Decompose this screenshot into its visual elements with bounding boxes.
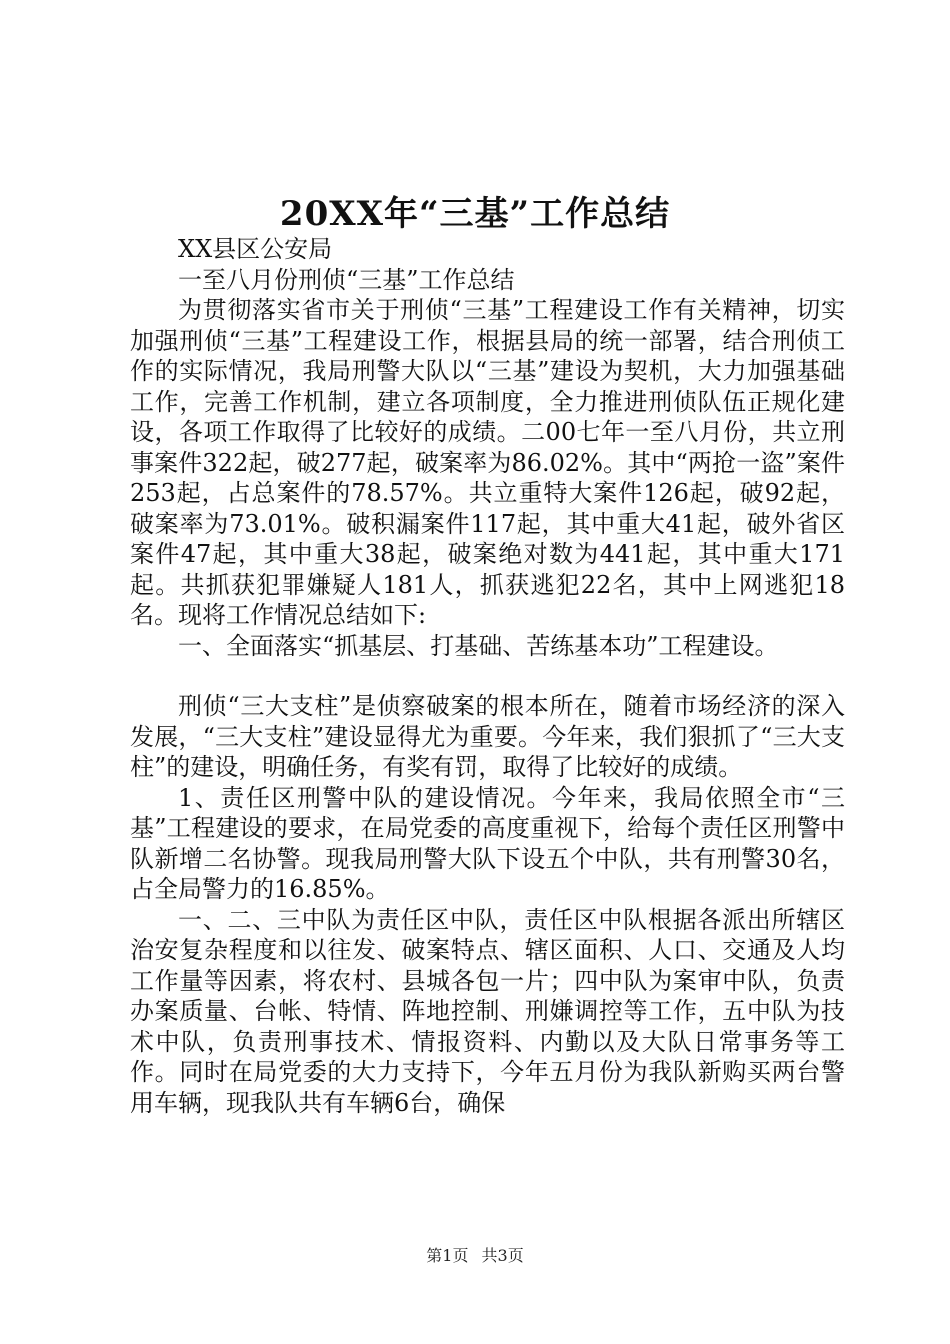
- page-total: 共3页: [481, 1246, 524, 1265]
- document-body: [130, 234, 845, 1118]
- document-title: 20XX年“三基”工作总结: [279, 194, 671, 234]
- org-name: XX县区公安局: [178, 235, 333, 263]
- page-footer: [0, 1243, 950, 1266]
- subtitle: 一至八月份刑侦“三基”工作总结: [178, 265, 515, 294]
- paragraph-squads: 一、二、三中队为责任区中队，责任区中队根据各派出所辖区治安复杂程度和以往发、破案特点、辖区面积、人口、交通及人均工作量等因素，将农村、县城各包一片；四中队为案审中队，负责办案质量、台帐、特情、阵地控制、刑嫌调控等工作，五中队为技术中队，负责刑事技术、情报资料、内勤以及大队日常事务等工作。同时在局党委的大力支持下，今年五月份为我队新购买两台警用车辆，现我队共有车辆6台，确保: [130, 905, 845, 1117]
- paragraph-intro: 为贯彻落实省市关于刑侦“三基”工程建设工作有关精神，切实加强刑侦“三基”工程建设工作，根据县局的统一部署，结合刑侦工作的实际情况，我局刑警大队以“三基”建设为契机，大力加强基础工作，完善工作机制，建立各项制度，全力推进刑侦队伍正规化建设，各项工作取得了比较好的成绩。二00七年一至八月份，共立刑事案件322起，破277起，破案率为86.02%。其中“两抢一盗”案件253起，占总案件的78.57%。共立重特大案件126起，破92起，破案率为73.01%。破积漏案件117起，其中重大41起，破外省区案件47起，其中重大38起，破案绝对数为441起，其中重大171起。共抓获犯罪嫌疑人181人，抓获逃犯22名，其中上网逃犯18名。现将工作情况总结如下:: [130, 296, 845, 629]
- paragraph-item-1: 1、责任区刑警中队的建设情况。今年来，我局依照全市“三基”工程建设的要求，在局党委的高度重视下，给每个责任区刑警中队新增二名协警。现我局刑警大队下设五个中队，共有刑警30名，占全局警力的16.85%。: [130, 783, 845, 903]
- section-heading-1: 一、全面落实“抓基层、打基础、苦练基本功”工程建设。: [178, 631, 779, 660]
- paragraph-three-pillars: 刑侦“三大支柱”是侦察破案的根本所在，随着市场经济的深入发展，“三大支柱”建设显得尤为重要。今年来，我们狠抓了“三大支柱”的建设，明确任务，有奖有罚，取得了比较好的成绩。: [130, 692, 845, 781]
- page-number: 第1页: [426, 1246, 469, 1265]
